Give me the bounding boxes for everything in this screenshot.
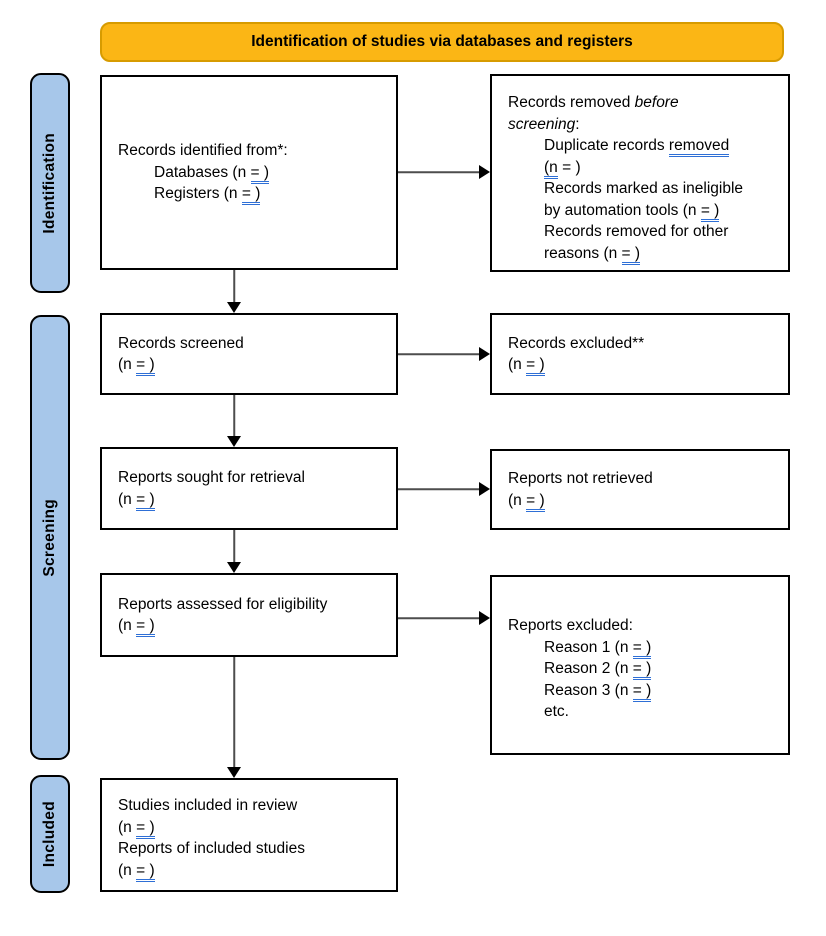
arrow-screened-to-excluded <box>398 346 490 362</box>
box-records-removed-before-screening <box>490 74 790 272</box>
n-field-not-retrieved[interactable]: = ) <box>526 492 545 512</box>
stage-screening <box>30 315 70 760</box>
stage-included-label: Included <box>41 800 58 868</box>
arrow-head-icon <box>479 482 490 496</box>
arrow-assessed-to-included <box>226 657 242 778</box>
records-removed-duplicates: Duplicate records removed (n = ) <box>508 135 780 178</box>
arrow-identified-to-screened <box>226 270 242 313</box>
arrow-head-icon <box>479 611 490 625</box>
records-removed-other-reasons: Records removed for other reasons (n = ) <box>508 221 780 264</box>
stage-included <box>30 775 70 893</box>
box-reports-assessed <box>100 573 398 657</box>
arrow-sought-to-assessed <box>226 530 242 573</box>
banner-label: Identification of studies via databases and registers <box>251 33 633 50</box>
n-field-other-reasons[interactable]: = ) <box>622 245 641 265</box>
arrow-shaft <box>233 657 235 769</box>
records-excluded-label: Records excluded** <box>508 334 645 352</box>
box-studies-included <box>100 778 398 892</box>
stage-identification-label: Identification <box>41 132 58 234</box>
box-records-excluded <box>490 313 790 395</box>
reports-excluded-etc: etc. <box>544 703 569 720</box>
n-field-reports-sought[interactable]: = ) <box>136 491 155 511</box>
reports-excluded-reason-3: Reason 3 (n = ) <box>508 680 780 702</box>
records-screened-n: (n = ) <box>118 354 388 376</box>
arrow-shaft <box>398 488 481 490</box>
box-reports-excluded <box>490 575 790 755</box>
arrow-shaft <box>233 395 235 438</box>
n-field-screened[interactable]: = ) <box>136 356 155 376</box>
studies-included-label: Studies included in review <box>118 797 298 814</box>
arrow-head-icon <box>227 767 241 778</box>
reports-not-retrieved-label: Reports not retrieved <box>508 470 653 487</box>
arrow-shaft <box>398 171 481 173</box>
n-field-registers[interactable]: = ) <box>242 185 261 205</box>
box-reports-sought <box>100 447 398 530</box>
reports-excluded-reason-1: Reason 1 (n = ) <box>508 637 780 659</box>
n-field-duplicates-removed[interactable]: removed <box>669 137 729 157</box>
stage-screening-label: Screening <box>41 498 58 577</box>
reports-not-retrieved-n: (n = ) <box>508 490 780 512</box>
arrow-head-icon <box>227 436 241 447</box>
reports-excluded-title: Reports excluded: <box>508 617 633 634</box>
reports-sought-label: Reports sought for retrieval <box>118 469 305 486</box>
n-field-reason-2[interactable]: = ) <box>633 660 652 680</box>
banner-identification-of-studies <box>100 22 784 62</box>
arrow-shaft <box>398 353 481 355</box>
arrow-head-icon <box>227 562 241 573</box>
n-field-reports-included[interactable]: = ) <box>136 862 155 882</box>
box-records-screened <box>100 313 398 395</box>
n-field-reason-1[interactable]: = ) <box>633 639 652 659</box>
arrow-sought-to-not-retrieved <box>398 481 490 497</box>
records-removed-title: Records removed before screening: <box>508 94 679 133</box>
arrow-shaft <box>233 530 235 564</box>
arrow-assessed-to-reports-excluded <box>398 610 490 626</box>
reports-assessed-n: (n = ) <box>118 615 388 637</box>
reports-included-label: Reports of included studies <box>118 840 305 857</box>
records-removed-automation: Records marked as ineligible by automation tools (n = ) <box>508 178 780 221</box>
n-field-records-excluded[interactable]: = ) <box>526 356 545 376</box>
arrow-head-icon <box>479 165 490 179</box>
records-identified-title: Records identified from*: <box>118 142 288 160</box>
arrow-head-icon <box>479 347 490 361</box>
n-field-studies-included[interactable]: = ) <box>136 819 155 839</box>
box-records-identified <box>100 75 398 270</box>
studies-included-n: (n = ) <box>118 817 388 839</box>
records-identified-databases: Databases (n = ) <box>118 162 388 184</box>
n-field-databases[interactable]: = ) <box>251 164 270 184</box>
arrow-shaft <box>233 270 235 304</box>
records-identified-registers: Registers (n = ) <box>118 183 388 205</box>
records-screened-label: Records screened <box>118 334 244 352</box>
arrow-shaft <box>398 617 481 619</box>
n-field-reason-3[interactable]: = ) <box>633 682 652 702</box>
stage-identification <box>30 73 70 293</box>
reports-included-n: (n = ) <box>118 860 388 882</box>
arrow-screened-to-sought <box>226 395 242 447</box>
arrow-identified-to-removed <box>398 164 490 180</box>
n-field-duplicates-n[interactable]: (n <box>544 159 558 179</box>
reports-excluded-reason-2: Reason 2 (n = ) <box>508 658 780 680</box>
box-reports-not-retrieved <box>490 449 790 530</box>
reports-sought-n: (n = ) <box>118 489 388 511</box>
n-field-assessed[interactable]: = ) <box>136 617 155 637</box>
n-field-automation[interactable]: = ) <box>701 202 720 222</box>
arrow-head-icon <box>227 302 241 313</box>
records-excluded-n: (n = ) <box>508 354 780 376</box>
reports-assessed-label: Reports assessed for eligibility <box>118 595 328 613</box>
